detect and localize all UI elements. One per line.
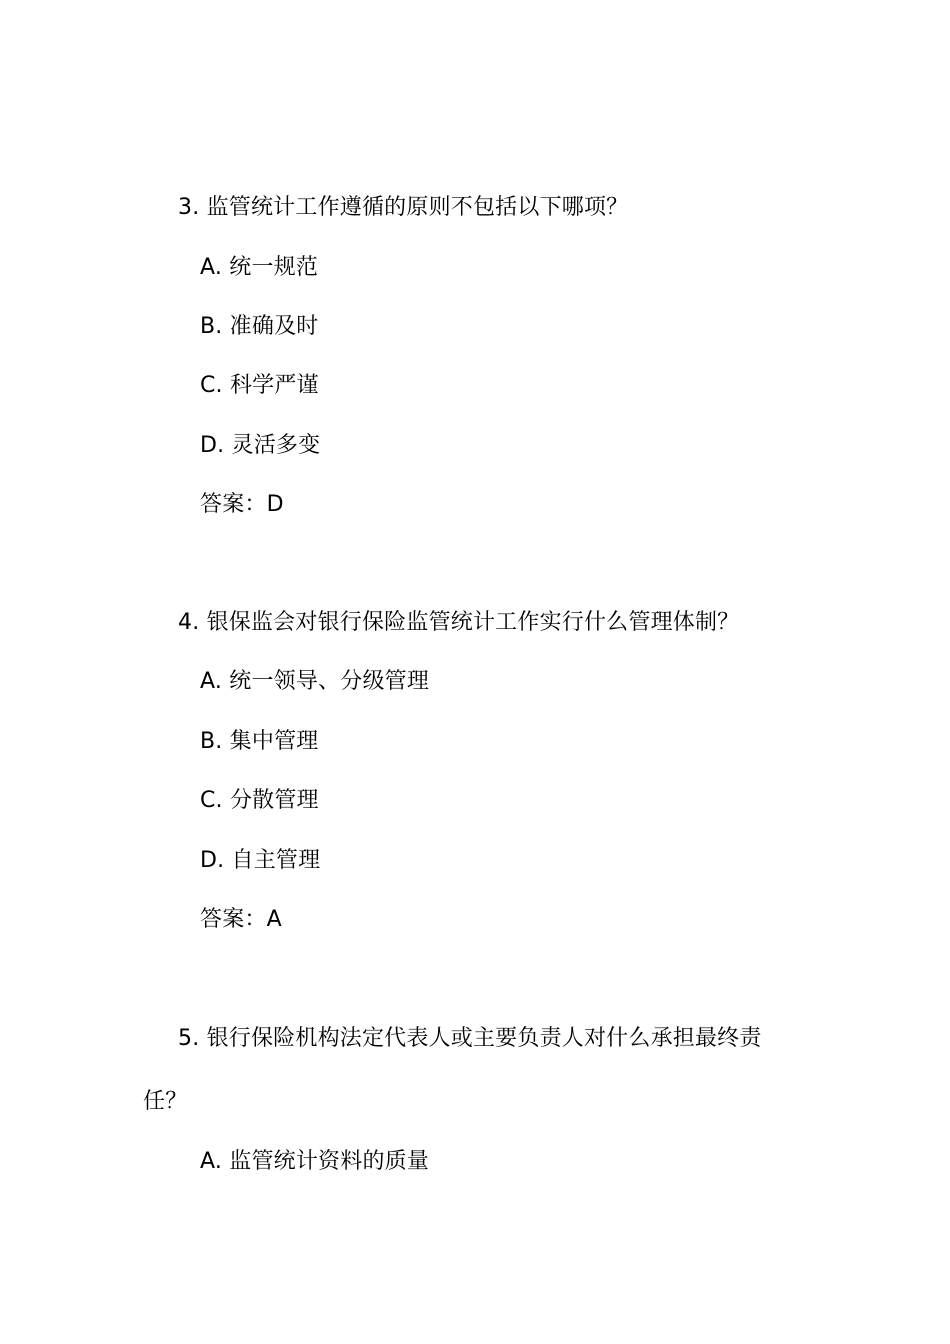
question-3-option-a: A. 统一规范 [200,255,319,280]
question-4-option-a: A. 统一领导、分级管理 [200,669,430,694]
question-4-option-b: B. 集中管理 [200,729,319,754]
question-5-stem-line-2: 任？ [143,1089,188,1114]
question-5-stem-line-1: 5. 银行保险机构法定代表人或主要负责人对什么承担最终责 [178,1026,762,1051]
question-3-option-b: B. 准确及时 [200,314,319,339]
question-3-stem: 3. 监管统计工作遵循的原则不包括以下哪项？ [178,195,629,220]
question-4-option-c: C. 分散管理 [200,788,319,813]
question-5-option-a: A. 监管统计资料的质量 [200,1149,430,1174]
question-3-option-c: C. 科学严谨 [200,373,319,398]
question-4-answer: 答案：A [200,907,282,932]
question-4-option-d: D. 自主管理 [200,848,321,873]
question-3-option-d: D. 灵活多变 [200,433,321,458]
question-3-answer: 答案：D [200,492,284,517]
question-4-stem: 4. 银保监会对银行保险监管统计工作实行什么管理体制？ [178,610,740,635]
